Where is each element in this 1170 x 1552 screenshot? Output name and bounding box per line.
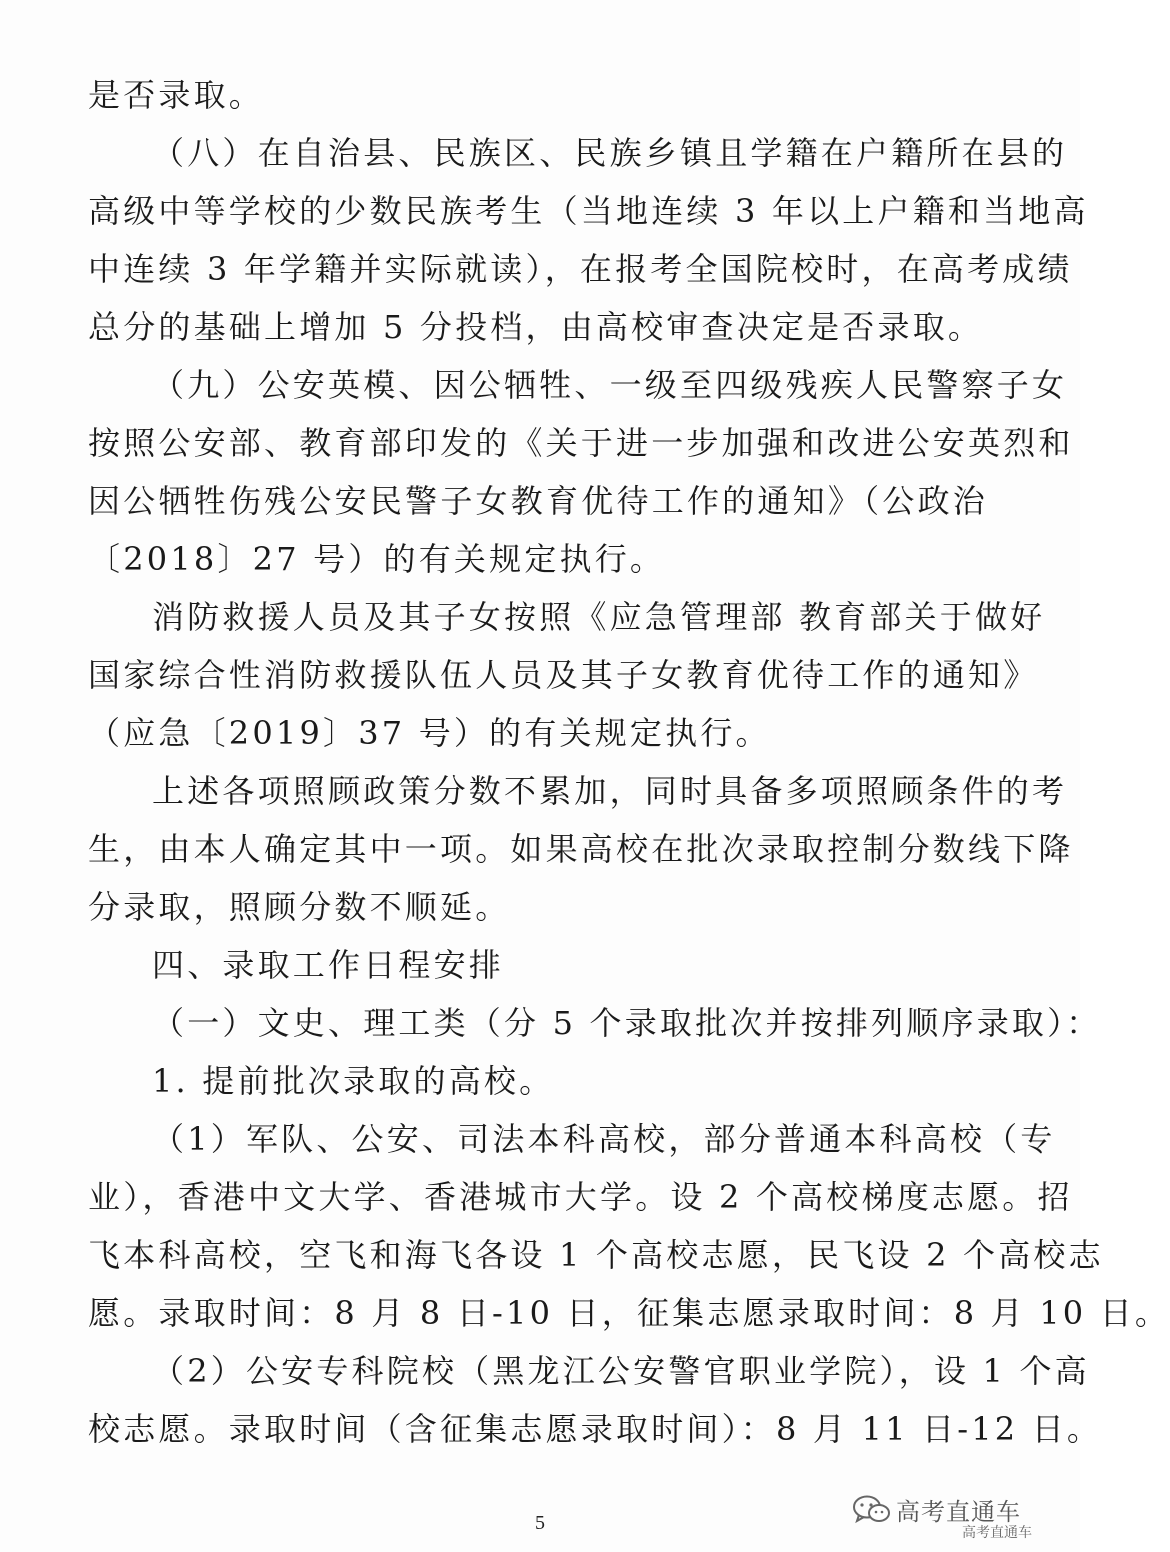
page-number: 5 [535, 1512, 545, 1534]
text-line: 分录取，照顾分数不顺延。 [88, 888, 511, 926]
text-line: （2）公安专科院校（黑龙江公安警官职业学院），设 1 个高 [152, 1352, 1090, 1390]
text-line: 是否录取。 [88, 76, 265, 114]
text-line: 高级中等学校的少数民族考生（当地连续 3 年以上户籍和当地高 [88, 192, 1089, 230]
text-line: （1）军队、公安、司法本科高校，部分普通本科高校（专 [152, 1120, 1056, 1158]
wechat-icon [852, 1494, 892, 1526]
text-line: 业），香港中文大学、香港城市大学。设 2 个高校梯度志愿。招 [88, 1178, 1073, 1216]
text-line: 总分的基础上增加 5 分投档，由高校审查决定是否录取。 [88, 308, 984, 346]
text-line: 上述各项照顾政策分数不累加，同时具备多项照顾条件的考 [152, 772, 1068, 810]
text-line: （八）在自治县、民族区、民族乡镇且学籍在户籍所在县的 [152, 134, 1068, 172]
watermark-text: 高考直通车 [896, 1498, 1021, 1526]
text-line: 中连续 3 年学籍并实际就读），在报考全国院校时，在高考成绩 [88, 250, 1073, 288]
text-line: 愿。录取时间：8 月 8 日-10 日，征集志愿录取时间：8 月 10 日。 [88, 1294, 1170, 1332]
text-line: （九）公安英模、因公牺牲、一级至四级残疾人民警察子女 [152, 366, 1068, 404]
text-line: 生，由本人确定其中一项。如果高校在批次录取控制分数线下降 [88, 830, 1074, 868]
text-line: 因公牺牲伤残公安民警子女教育优待工作的通知》（公政治 [88, 482, 988, 520]
text-line: 校志愿。录取时间（含征集志愿录取时间）：8 月 11 日-12 日。 [88, 1410, 1103, 1448]
section-heading: 四、录取工作日程安排 [152, 946, 505, 984]
text-line: 国家综合性消防救援队伍人员及其子女教育优待工作的通知》 [88, 656, 1039, 694]
text-line: 消防救援人员及其子女按照《应急管理部 教育部关于做好 [152, 598, 1046, 636]
watermark [852, 1486, 1052, 1546]
text-line: （一）文史、理工类（分 5 个录取批次并按排列顺序录取）： [152, 1004, 1102, 1042]
text-line: 〔2018〕27 号）的有关规定执行。 [88, 540, 666, 578]
text-line: 按照公安部、教育部印发的《关于进一步加强和改进公安英烈和 [88, 424, 1074, 462]
text-line: 飞本科高校，空飞和海飞各设 1 个高校志愿，民飞设 2 个高校志 [88, 1236, 1104, 1274]
watermark-subtext: 高考直通车 [962, 1525, 1032, 1541]
text-line: （应急〔2019〕37 号）的有关规定执行。 [88, 714, 771, 752]
text-line: 1. 提前批次录取的高校。 [152, 1062, 555, 1100]
